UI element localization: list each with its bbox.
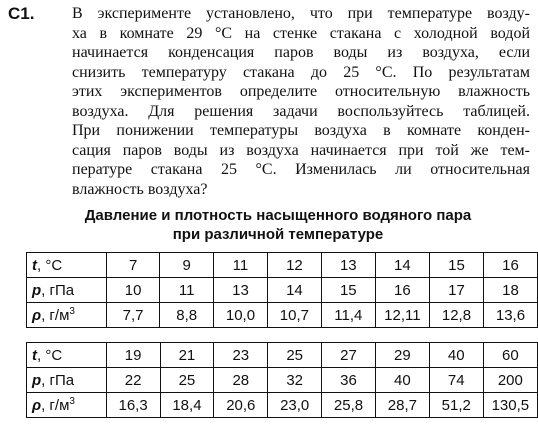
table-row-t (27, 253, 538, 278)
table-cell: 23,0 (268, 393, 322, 418)
problem-line: ха в комнате 29 °С на стенке стакана с холодной водой (72, 24, 530, 42)
table-cell: 74 (429, 368, 483, 393)
problem-line: сация паров воды из воздуха начинается при той же тем- (72, 141, 530, 159)
table-cell: 36 (322, 368, 376, 393)
table-cell: 40 (375, 368, 429, 393)
table-cell: 14 (267, 278, 321, 303)
table-cell: 51,2 (429, 393, 483, 418)
table-cell: 8,8 (160, 303, 214, 328)
table-cell: 13,6 (483, 303, 537, 328)
table-cell: 29 (375, 343, 429, 368)
table-cell: 18 (483, 278, 537, 303)
table-cell: 19 (106, 343, 160, 368)
table-cell: 18,4 (160, 393, 214, 418)
table-caption (40, 206, 516, 244)
problem-line: начинается конденсация паров воды из воздуха, если (72, 44, 530, 61)
problem-line: воздуха. Для решения задачи воспользуйтесь таблицей. (72, 102, 530, 120)
table-cell: 10,7 (267, 303, 321, 328)
table-cell: 200 (483, 368, 537, 393)
table-row-p (27, 368, 538, 393)
row-label-rho: ρ, $г/м^3$ (27, 393, 107, 418)
table-cell: 40 (429, 343, 483, 368)
table-row-p (27, 278, 538, 303)
table-cell: 15 (321, 278, 375, 303)
problem-line: В эксперименте установлено, что при температуре возду- (72, 5, 530, 22)
table-cell: 13 (214, 278, 268, 303)
row-label-p: p, гПа (27, 368, 107, 393)
table-cell: 11 (160, 278, 214, 303)
table-cell: 12,11 (375, 303, 429, 328)
problem-text (72, 4, 530, 199)
table-cell: 130,5 (483, 393, 537, 418)
problem-line: При понижении температуры воздуха в комнате конден- (72, 122, 530, 139)
table-cell: 15 (430, 253, 484, 278)
table-cell: 25 (160, 368, 214, 393)
table-row-rho (27, 303, 538, 328)
table-cell: 16,3 (106, 393, 160, 418)
table-cell: 28 (214, 368, 268, 393)
table-cell: 32 (268, 368, 322, 393)
row-label-rho: ρ, $г/м^3$ (27, 303, 107, 328)
table-cell: 11,4 (321, 303, 375, 328)
caption-line: при различной температуре (172, 226, 384, 243)
table-cell: 10,0 (214, 303, 268, 328)
table-cell: 25 (268, 343, 322, 368)
table-cell: 16 (375, 278, 429, 303)
table-cell: 22 (106, 368, 160, 393)
table-cell: 7 (106, 253, 160, 278)
table-cell: 12,8 (430, 303, 484, 328)
table-row-t (27, 343, 538, 368)
problem-line: этих экспериментов определите относительную влажность (72, 83, 530, 100)
table-cell: 7,7 (106, 303, 160, 328)
row-label-p: p, гПа (27, 278, 107, 303)
row-label-t: t, °С (27, 253, 107, 278)
problem-line: снизить температуру стакана до 25 °С. По результатам (72, 63, 530, 81)
table-cell: 12 (267, 253, 321, 278)
vapor-table-2 (26, 342, 538, 418)
table-cell: 10 (106, 278, 160, 303)
table-cell: 14 (375, 253, 429, 278)
table-cell: 17 (430, 278, 484, 303)
table-cell: 28,7 (375, 393, 429, 418)
table-cell: 16 (483, 253, 537, 278)
table-cell: 27 (322, 343, 376, 368)
vapor-table-1 (26, 252, 538, 328)
table-cell: 11 (214, 253, 268, 278)
table-cell: 21 (160, 343, 214, 368)
problem-line: пературе стакана 25 °С. Изменилась ли относительная (72, 161, 530, 178)
table-cell: 23 (214, 343, 268, 368)
table-cell: 20,6 (214, 393, 268, 418)
table-cell: 13 (321, 253, 375, 278)
table-cell: 9 (160, 253, 214, 278)
caption-line: Давление и плотность насыщенного водяного пара (84, 207, 472, 224)
problem-number: C1. (8, 4, 35, 23)
table-row-rho (27, 393, 538, 418)
table-cell: 25,8 (322, 393, 376, 418)
problem-line: влажность воздуха? (72, 180, 208, 198)
row-label-t: t, °С (27, 343, 107, 368)
table-cell: 60 (483, 343, 537, 368)
